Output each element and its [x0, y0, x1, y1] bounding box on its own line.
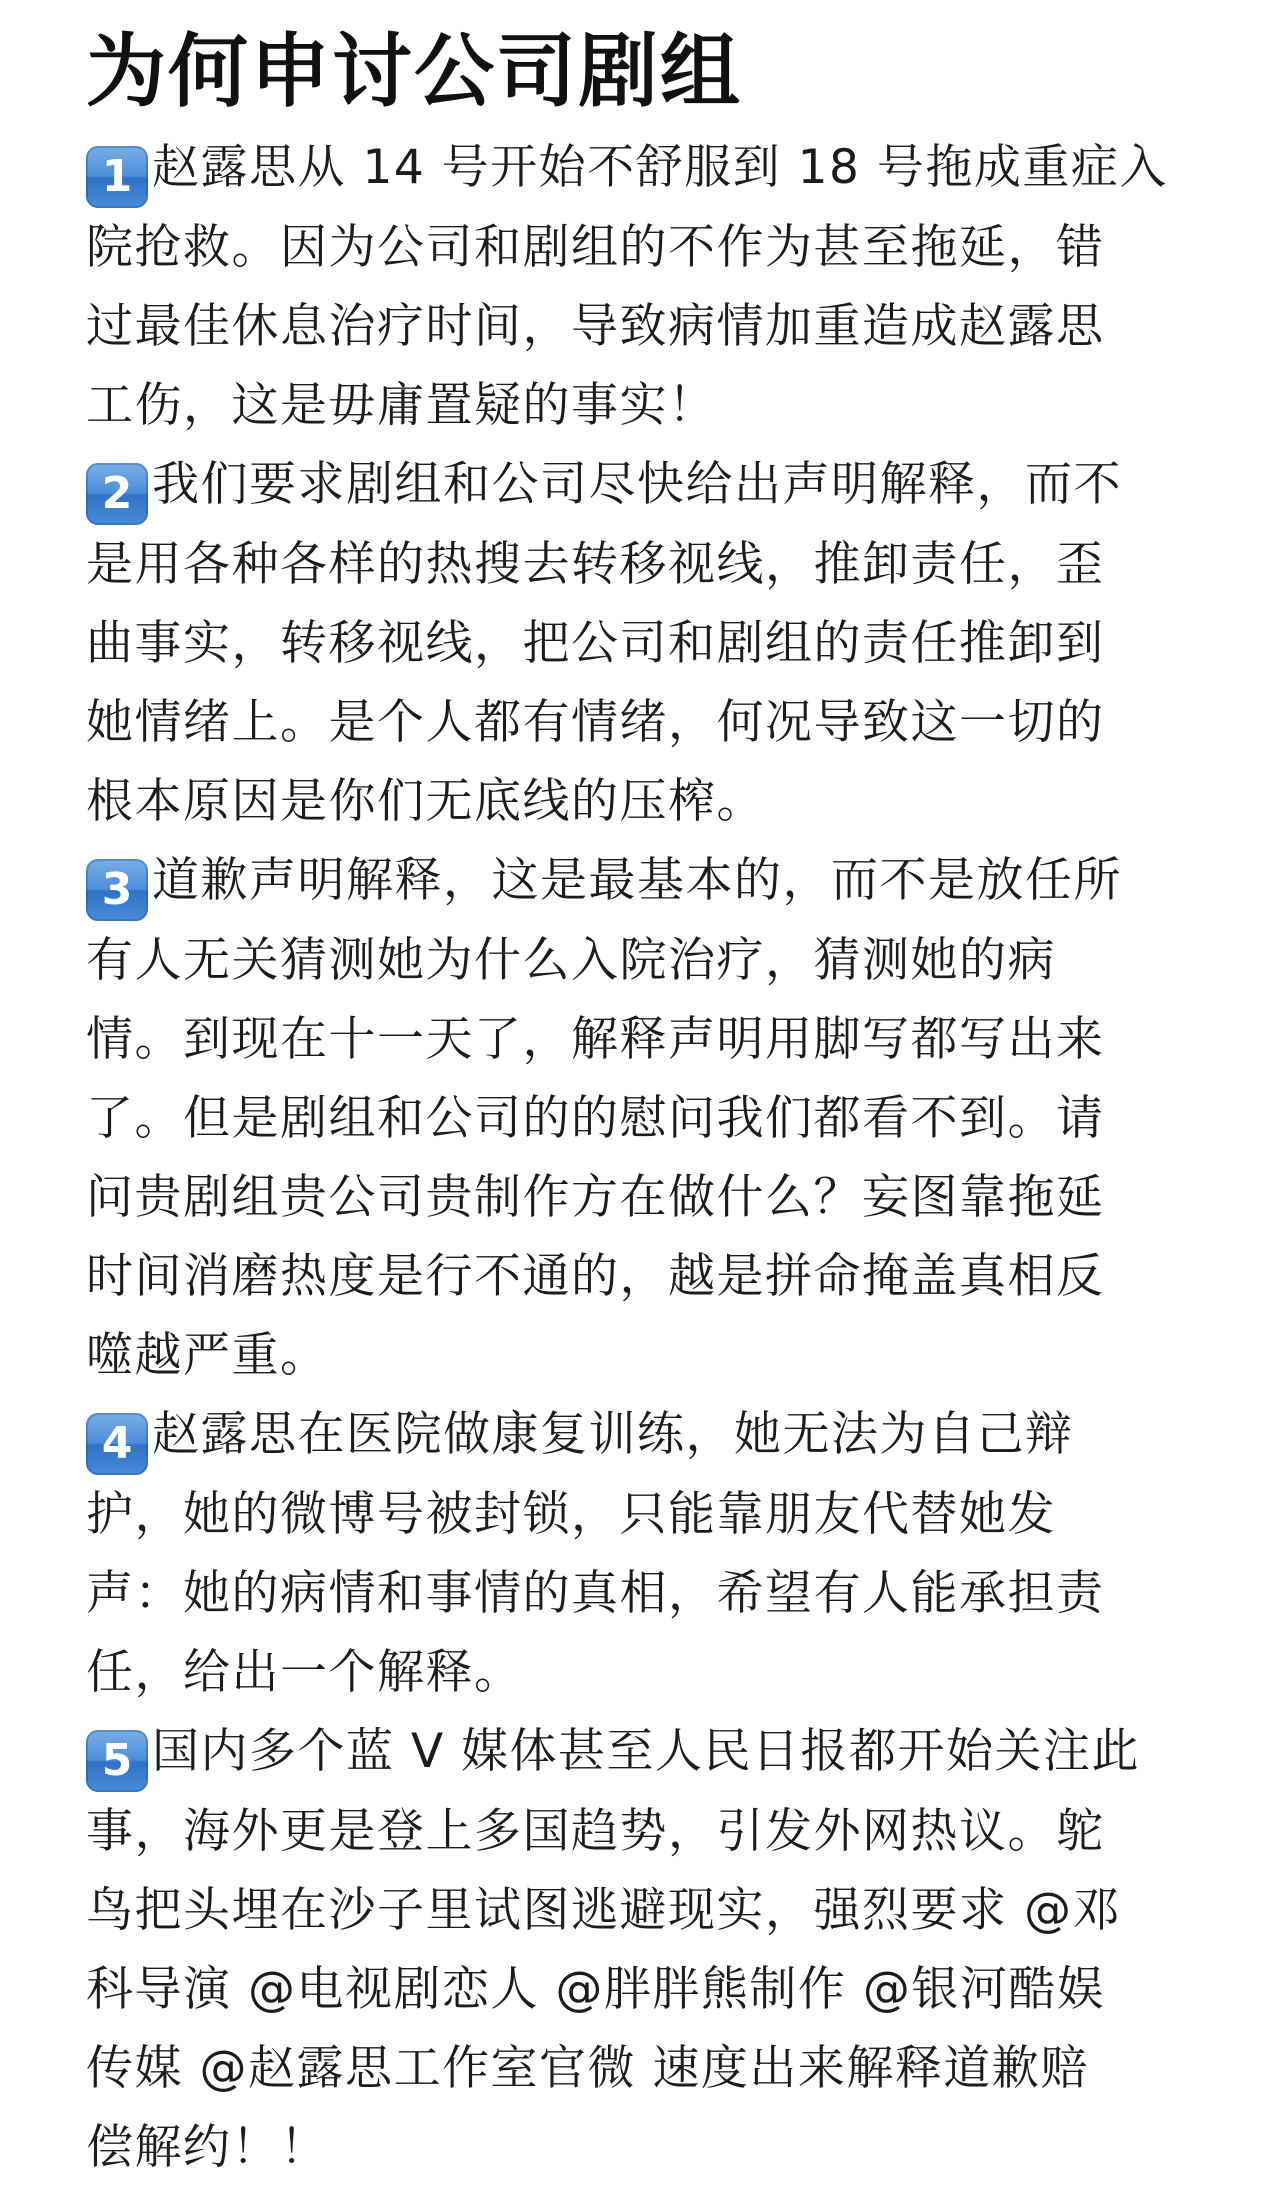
paragraph-4	[86, 1395, 1226, 1712]
paragraph-line	[86, 128, 1226, 208]
paragraph-text: 根本原因是你们无底线的压榨。	[86, 774, 765, 829]
paragraph-text: 任，给出一个解释。	[86, 1645, 523, 1700]
paragraph-text: 了。但是剧组和公司的的慰问我们都看不到。请	[86, 1091, 1105, 1146]
paragraph-text: 声：她的病情和事情的真相，希望有人能承担责	[86, 1566, 1105, 1621]
paragraph-text: 赵露思从 14 号开始不舒服到 18 号拖成重症入	[152, 140, 1168, 195]
paragraph-line	[86, 208, 1226, 287]
number-2-keycap-icon: 2	[86, 463, 148, 525]
paragraph-text: 我们要求剧组和公司尽快给出声明解释，而不	[152, 457, 1122, 512]
paragraph-text: 曲事实，转移视线，把公司和剧组的责任推卸到	[86, 616, 1105, 671]
paragraph-text: 传媒 @赵露思工作室官微 速度出来解释道歉赔	[86, 2041, 1089, 2096]
paragraph-line	[86, 1792, 1226, 1871]
paragraph-line	[86, 1950, 1226, 2029]
paragraph-text: 噬越严重。	[86, 1328, 329, 1383]
paragraph-list	[86, 128, 1226, 2187]
paragraph-line	[86, 2108, 1226, 2187]
paragraph-text: 工伤，这是毋庸置疑的事实！	[86, 378, 717, 433]
paragraph-text: 道歉声明解释，这是最基本的，而不是放任所	[152, 853, 1122, 908]
paragraph-line	[86, 1000, 1226, 1079]
paragraph-line	[86, 445, 1226, 525]
paragraph-text: 科导演 @电视剧恋人 @胖胖熊制作 @银河酷娱	[86, 1962, 1106, 2017]
paragraph-text: 院抢救。因为公司和剧组的不作为甚至拖延，错	[86, 220, 1105, 275]
post-content	[86, 22, 1226, 2187]
paragraph-text: 事，海外更是登上多国趋势，引发外网热议。鸵	[86, 1804, 1105, 1859]
paragraph-line	[86, 1316, 1226, 1395]
paragraph-line	[86, 1158, 1226, 1237]
paragraph-text: 问贵剧组贵公司贵制作方在做什么？妄图靠拖延	[86, 1170, 1105, 1225]
paragraph-text: 是用各种各样的热搜去转移视线，推卸责任，歪	[86, 537, 1105, 592]
number-4-keycap-icon: 4	[86, 1413, 148, 1475]
paragraph-line	[86, 604, 1226, 683]
paragraph-5	[86, 1712, 1226, 2187]
paragraph-text: 情。到现在十一天了，解释声明用脚写都写出来	[86, 1012, 1105, 1067]
paragraph-line	[86, 525, 1226, 604]
paragraph-line	[86, 841, 1226, 921]
paragraph-line	[86, 1237, 1226, 1316]
paragraph-line	[86, 921, 1226, 1000]
paragraph-text: 过最佳休息治疗时间，导致病情加重造成赵露思	[86, 299, 1105, 354]
paragraph-text: 护，她的微博号被封锁，只能靠朋友代替她发	[86, 1487, 1056, 1542]
post-title: 为何申讨公司剧组	[86, 25, 742, 118]
paragraph-text: 她情绪上。是个人都有情绪，何况导致这一切的	[86, 695, 1105, 750]
paragraph-text: 偿解约！！	[86, 2120, 329, 2175]
paragraph-1	[86, 128, 1226, 445]
paragraph-line	[86, 1395, 1226, 1475]
paragraph-line	[86, 287, 1226, 366]
number-5-keycap-icon: 5	[86, 1730, 148, 1792]
paragraph-text: 赵露思在医院做康复训练，她无法为自己辩	[152, 1407, 1074, 1462]
number-3-keycap-icon: 3	[86, 859, 148, 921]
paragraph-text: 时间消磨热度是行不通的，越是拼命掩盖真相反	[86, 1249, 1105, 1304]
paragraph-line	[86, 1633, 1226, 1712]
paragraph-3	[86, 841, 1226, 1395]
paragraph-line	[86, 683, 1226, 762]
paragraph-line	[86, 1871, 1226, 1950]
paragraph-line	[86, 2029, 1226, 2108]
paragraph-2	[86, 445, 1226, 841]
paragraph-line	[86, 1712, 1226, 1792]
paragraph-text: 国内多个蓝 V 媒体甚至人民日报都开始关注此	[152, 1724, 1141, 1779]
number-1-keycap-icon: 1	[86, 146, 148, 208]
paragraph-text: 鸟把头埋在沙子里试图逃避现实，强烈要求 @邓	[86, 1883, 1121, 1938]
paragraph-line	[86, 366, 1226, 445]
paragraph-text: 有人无关猜测她为什么入院治疗，猜测她的病	[86, 933, 1056, 988]
paragraph-line	[86, 1554, 1226, 1633]
paragraph-line	[86, 1079, 1226, 1158]
paragraph-line	[86, 1475, 1226, 1554]
paragraph-line	[86, 762, 1226, 841]
